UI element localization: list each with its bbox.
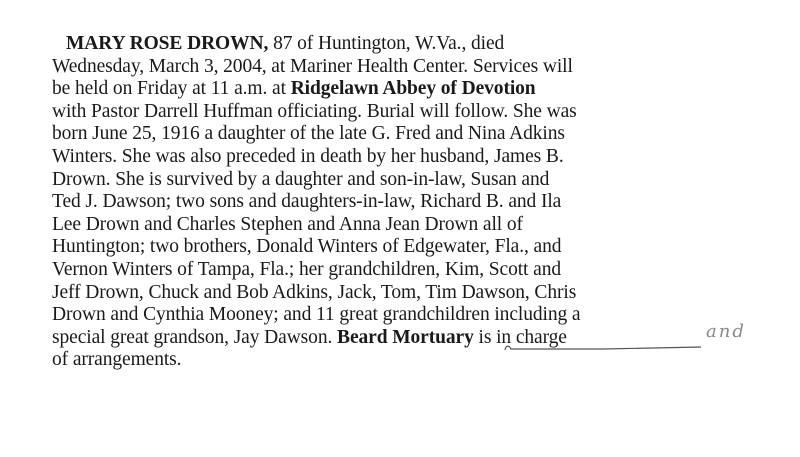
obit-line-6: Winters. She was also preceded in death by her husband, James B.: [52, 145, 564, 167]
obituary-text: [52, 33, 772, 372]
obit-line-7: Drown. She is survived by a daughter and son-in-law, Susan and: [52, 168, 550, 190]
obit-line-14-text-after: is in charge: [473, 326, 567, 348]
obit-line-13: Drown and Cynthia Mooney; and 11 great grandchildren including a: [52, 304, 581, 326]
obit-line-14-text: special great grandson, Jay Dawson.: [52, 326, 338, 348]
obit-line-8: Ted J. Dawson; two sons and daughters-in-law, Richard B. and Ila: [52, 191, 562, 213]
obit-line-1: [52, 33, 772, 56]
mortuary-name: Beard Mortuary: [337, 326, 474, 348]
obit-line-1-text: 87 of Huntington, W.Va., died: [268, 33, 505, 54]
obit-line-5: born June 25, 1916 a daughter of the late G. Fred and Nina Adkins: [52, 123, 565, 145]
obit-line-2: Wednesday, March 3, 2004, at Mariner Health Center. Services will: [52, 55, 573, 77]
obit-line-10: Huntington; two brothers, Donald Winters of Edgewater, Fla., and: [52, 236, 562, 258]
obit-line-11: Vernon Winters of Tampa, Fla.; her grandchildren, Kim, Scott and: [52, 258, 561, 280]
deceased-name: MARY ROSE DROWN,: [66, 33, 269, 54]
service-location: Ridgelawn Abbey of Devotion: [290, 78, 536, 100]
obit-line-4: with Pastor Darrell Huffman officiating. Burial will follow. She was: [52, 100, 577, 122]
handwritten-underline: [503, 344, 703, 358]
obit-line-12: Jeff Drown, Chuck and Bob Adkins, Jack, Tom, Tim Dawson, Chris: [52, 281, 577, 303]
obit-line-3-text: be held on Friday at 11 a.m. at: [52, 78, 291, 100]
obit-line-3: [52, 78, 772, 101]
handwritten-note: and: [706, 321, 746, 342]
obit-line-9: Lee Drown and Charles Stephen and Anna Jean Drown all of: [52, 213, 523, 235]
obit-line-15: of arrangements.: [52, 349, 182, 371]
